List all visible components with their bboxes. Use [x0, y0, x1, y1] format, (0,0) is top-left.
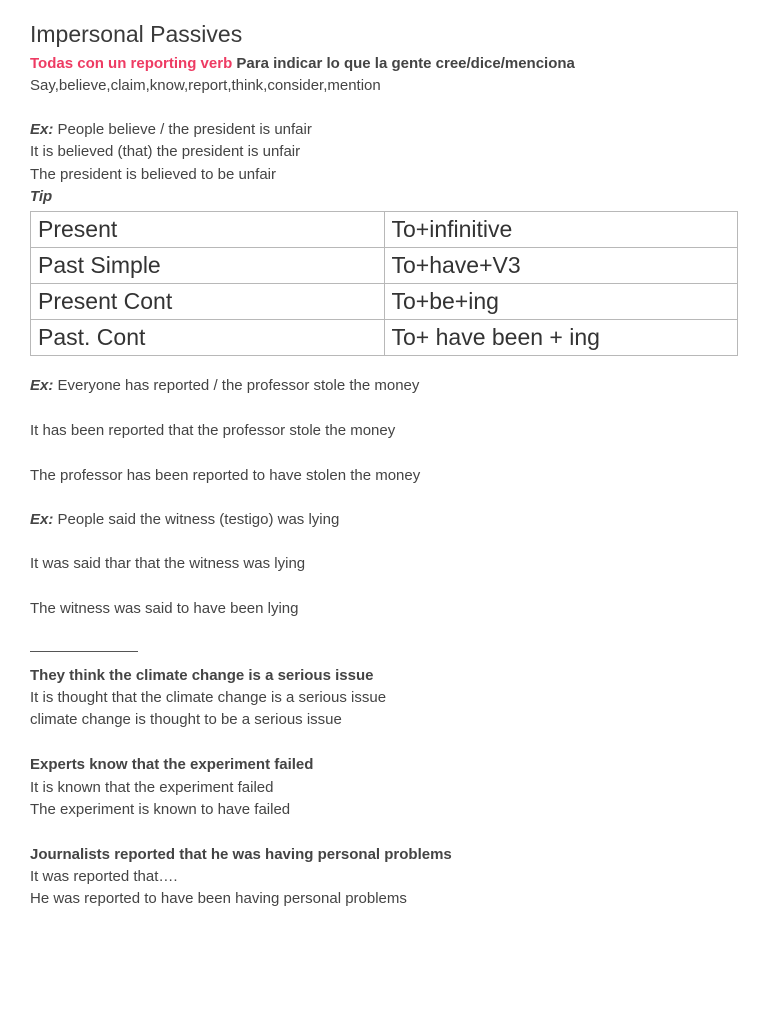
example2-line3: The professor has been reported to have stolen the money — [30, 467, 421, 484]
example3-line2: It was said thar that the witness was lying — [30, 555, 306, 572]
practice1-heading: They think the climate change is a serious issue — [30, 667, 374, 684]
example2-line2: It has been reported that the professor stole the money — [30, 422, 396, 439]
form-cell: To+be+ing — [384, 284, 738, 320]
example1-prefix: Ex: — [30, 121, 54, 138]
example1-line3: The president is believed to be unfair — [30, 166, 276, 183]
example1-line1 — [30, 120, 312, 140]
example2-line1 — [30, 376, 419, 396]
tense-cell: Past Simple — [31, 248, 385, 284]
table-row — [31, 248, 738, 284]
example2-text: Everyone has reported / the professor stole the money — [57, 377, 420, 394]
form-cell: To+ have been + ing — [384, 320, 738, 356]
table-row — [31, 320, 738, 356]
example1-line2: It is believed (that) the president is unfair — [30, 143, 301, 160]
table-row — [31, 284, 738, 320]
example3-line3: The witness was said to have been lying — [30, 600, 299, 617]
form-cell: To+infinitive — [384, 212, 738, 248]
example3-prefix: Ex: — [30, 511, 54, 528]
reporting-verbs: Say,believe,claim,know,report,think,consider,mention — [30, 77, 381, 94]
example3-text: People said the witness (testigo) was lying — [57, 511, 340, 528]
table-row — [31, 212, 738, 248]
practice2-heading: Experts know that the experiment failed — [30, 756, 314, 773]
page-title: Impersonal Passives — [30, 21, 243, 47]
practice2-line1: It is known that the experiment failed — [30, 779, 274, 796]
practice3-heading: Journalists reported that he was having personal problems — [30, 846, 452, 863]
example2-prefix: Ex: — [30, 377, 54, 394]
intro-highlight: Todas con un reporting verb — [30, 55, 233, 72]
practice1-line2: climate change is thought to be a serious issue — [30, 711, 342, 728]
intro-note: Para indicar lo que la gente cree/dice/menciona — [236, 55, 575, 72]
tip-label: Tip — [30, 188, 53, 205]
example1-text: People believe / the president is unfair — [57, 121, 312, 138]
example3-line1 — [30, 510, 339, 530]
section-divider — [30, 651, 138, 652]
practice3-line2: He was reported to have been having personal problems — [30, 890, 407, 907]
practice2-line2: The experiment is known to have failed — [30, 801, 291, 818]
practice1-line1: It is thought that the climate change is a serious issue — [30, 689, 387, 706]
tip-table — [30, 211, 738, 356]
form-cell: To+have+V3 — [384, 248, 738, 284]
tense-cell: Present — [31, 212, 385, 248]
intro-line — [30, 54, 575, 74]
practice3-line1: It was reported that…. — [30, 868, 178, 885]
tense-cell: Past. Cont — [31, 320, 385, 356]
tense-cell: Present Cont — [31, 284, 385, 320]
